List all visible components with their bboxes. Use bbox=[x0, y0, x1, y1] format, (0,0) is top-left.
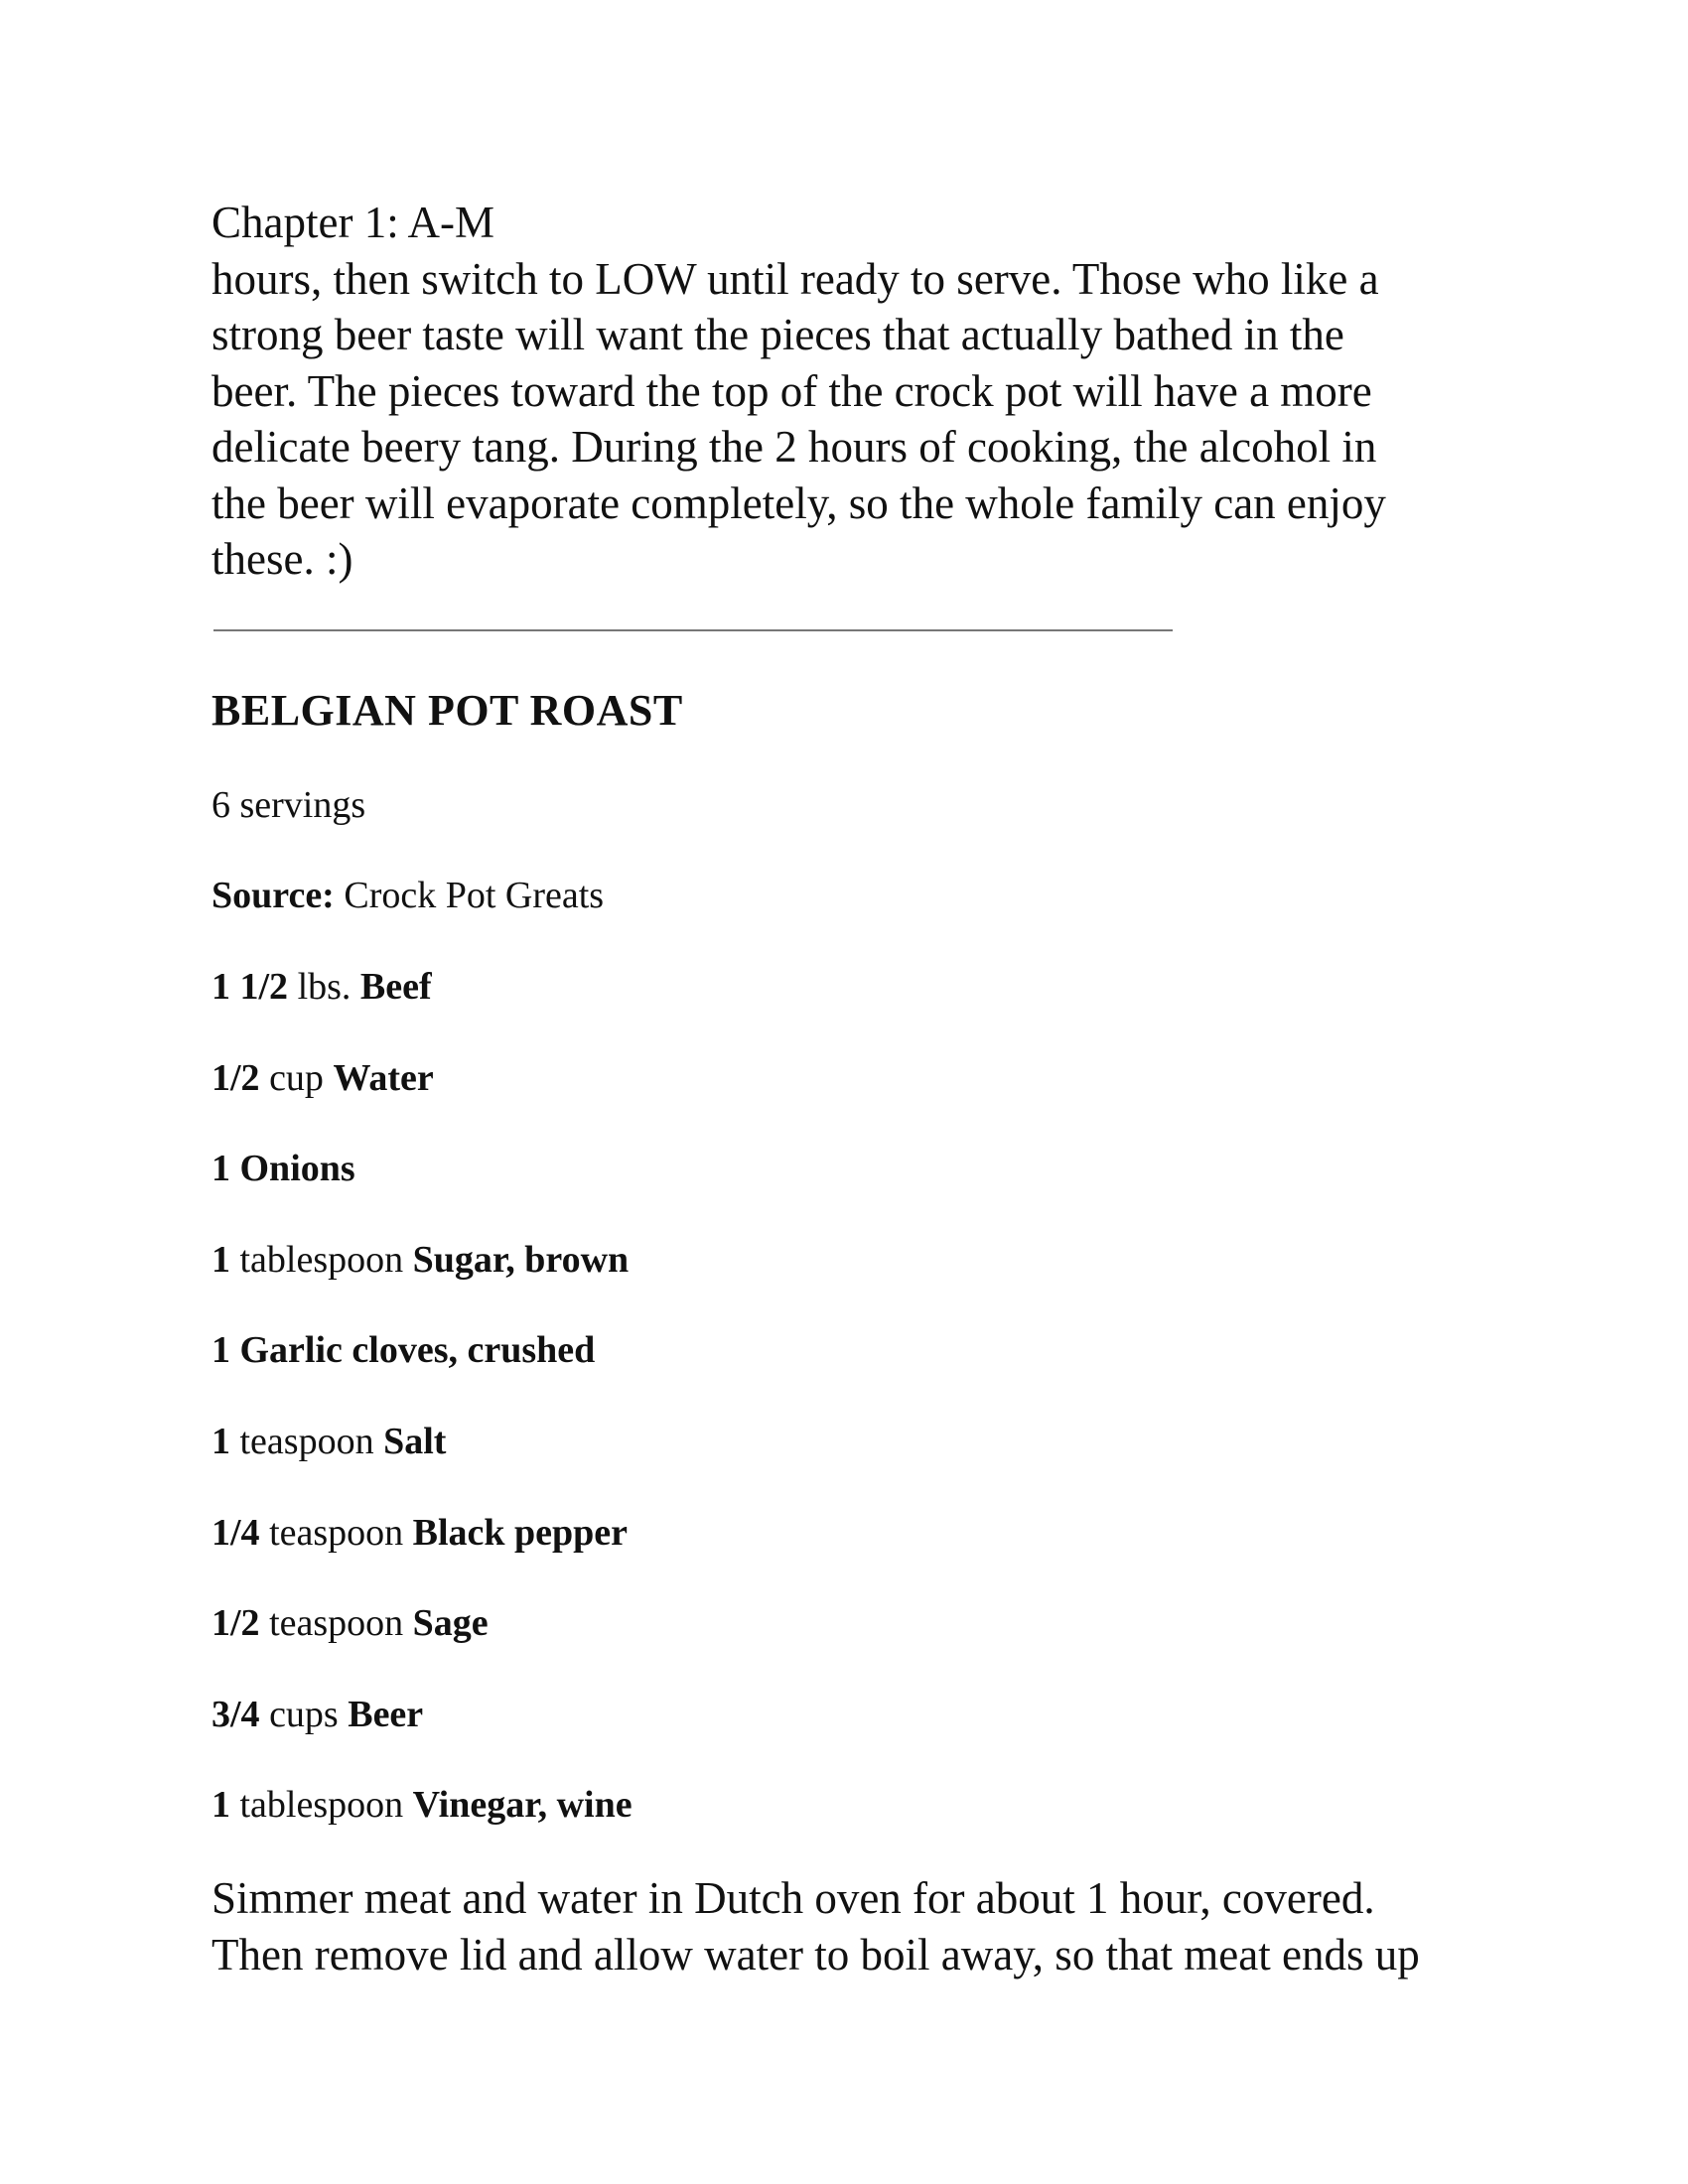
ingredient-name: Vinegar, wine bbox=[412, 1784, 633, 1827]
ingredient-quantity: 1/2 bbox=[211, 1056, 260, 1099]
direction-line: Then remove lid and allow water to boil away, so that meat ends up bbox=[211, 1929, 1420, 1979]
intro-line: hours, then switch to LOW until ready to serve. Those who like a bbox=[211, 253, 1379, 304]
ingredient-item bbox=[211, 1237, 633, 1328]
ingredient-item bbox=[211, 964, 633, 1055]
ingredient-item bbox=[211, 1510, 633, 1601]
ingredient-unit: teaspoon bbox=[239, 1420, 374, 1462]
ingredient-name: Beer bbox=[348, 1693, 424, 1735]
ingredient-item bbox=[211, 1782, 633, 1873]
ingredient-item bbox=[211, 1419, 633, 1510]
ingredient-quantity: 1 bbox=[211, 1148, 230, 1190]
ingredient-item bbox=[211, 1146, 633, 1237]
ingredient-name: Sugar, brown bbox=[412, 1238, 630, 1281]
ingredient-quantity: 3/4 bbox=[211, 1693, 260, 1735]
ingredient-quantity: 1/2 bbox=[211, 1602, 260, 1645]
ingredient-item bbox=[211, 1600, 633, 1692]
recipe-source bbox=[211, 873, 604, 918]
source-value: Crock Pot Greats bbox=[344, 875, 605, 916]
ingredient-quantity: 1 bbox=[211, 1784, 230, 1827]
ingredient-name: Black pepper bbox=[412, 1511, 629, 1554]
ingredient-item bbox=[211, 1055, 633, 1147]
ingredient-quantity: 1 bbox=[211, 1238, 230, 1281]
ingredient-name: Sage bbox=[412, 1602, 489, 1645]
ingredient-list bbox=[211, 964, 633, 1873]
recipe-servings: 6 servings bbox=[211, 784, 366, 826]
ingredient-name: Beef bbox=[359, 966, 432, 1008]
ingredient-name: Water bbox=[333, 1056, 434, 1099]
ingredient-quantity: 1 1/2 bbox=[211, 966, 289, 1008]
intro-line: these. :) bbox=[211, 534, 353, 584]
ingredient-item bbox=[211, 1692, 633, 1783]
ingredient-unit: lbs. bbox=[297, 966, 352, 1008]
ingredient-unit: cup bbox=[269, 1056, 324, 1099]
ingredient-quantity: 1 bbox=[211, 1420, 230, 1462]
direction-line: Simmer meat and water in Dutch oven for about 1 hour, covered. bbox=[211, 1873, 1375, 1923]
ingredient-unit: cups bbox=[269, 1693, 339, 1735]
ingredient-quantity: 1 bbox=[211, 1329, 230, 1372]
intro-line: the beer will evaporate completely, so the whole family can enjoy bbox=[211, 478, 1386, 528]
ingredient-unit: tablespoon bbox=[239, 1238, 404, 1281]
intro-line: delicate beery tang. During the 2 hours of cooking, the alcohol in bbox=[211, 422, 1377, 472]
ingredient-unit: teaspoon bbox=[269, 1602, 404, 1645]
ingredient-name: Garlic cloves, crushed bbox=[239, 1329, 596, 1372]
ingredient-name: Onions bbox=[239, 1148, 355, 1190]
ingredient-quantity: 1/4 bbox=[211, 1511, 260, 1554]
ingredient-unit: teaspoon bbox=[269, 1511, 404, 1554]
intro-section bbox=[211, 195, 1502, 588]
recipe-directions bbox=[211, 1870, 1532, 1982]
ingredient-item bbox=[211, 1327, 633, 1419]
recipe-title: BELGIAN POT ROAST bbox=[211, 686, 683, 735]
section-divider bbox=[213, 629, 1173, 631]
intro-line: strong beer taste will want the pieces that actually bathed in the bbox=[211, 310, 1344, 359]
intro-line: beer. The pieces toward the top of the crock pot will have a more bbox=[211, 365, 1372, 416]
source-label: Source: bbox=[211, 875, 335, 916]
ingredient-name: Salt bbox=[383, 1420, 447, 1462]
ingredient-unit: tablespoon bbox=[239, 1784, 404, 1827]
chapter-heading: Chapter 1: A-M bbox=[211, 198, 494, 247]
recipe-section bbox=[211, 683, 1502, 1827]
